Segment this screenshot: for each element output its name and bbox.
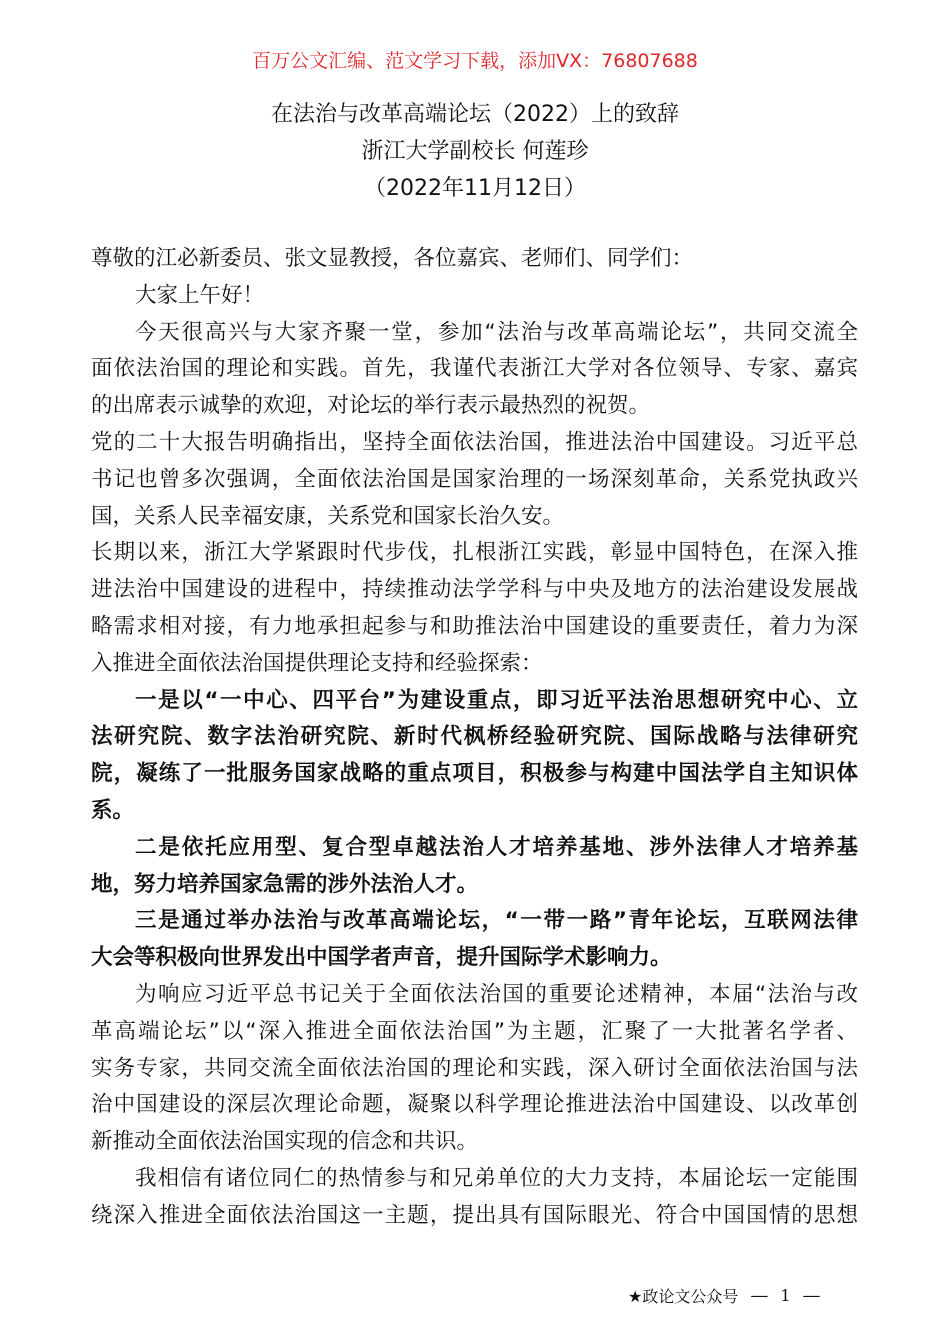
paragraph-line: 长期以来，浙江大学紧跟时代步伐，扎根浙江实践，彰显中国特色，在深入推 <box>91 540 858 566</box>
paragraph <box>91 535 858 682</box>
paragraph-line: 尊敬的江必新委员、张文显教授，各位嘉宾、老师们、同学们： <box>91 246 694 271</box>
page-footer <box>628 1284 821 1307</box>
paragraph-line: 大会等积极向世界发出中国学者声音，提升国际学术影响力。 <box>91 945 672 971</box>
paragraph-line: 三是通过举办法治与改革高端论坛，“一带一路”青年论坛，互联网法律 <box>135 908 858 934</box>
paragraph-line: 面依法治国的理论和实践。首先，我谨代表浙江大学对各位领导、专家、嘉宾 <box>91 356 858 382</box>
watermark-banner: 百万公文汇编、范文学习下载，添加VX：76807688 <box>252 50 698 72</box>
paragraph-line: 院，凝练了一批服务国家战略的重点项目，积极参与构建中国法学自主知识体 <box>91 761 858 787</box>
speech-date: （2022年11月12日） <box>364 176 586 201</box>
paragraph <box>91 278 858 315</box>
paragraph-line: 今天很高兴与大家齐聚一堂，参加“法治与改革高端论坛”，共同交流全 <box>135 319 858 345</box>
paragraph-line: 新推动全面依法治国实现的信念和共识。 <box>91 1129 479 1155</box>
paragraph-line: 书记也曾多次强调，全面依法治国是国家治理的一场深刻革命，关系党执政兴 <box>91 466 858 492</box>
paragraph-line: 系。 <box>91 797 135 823</box>
footer-dash-left: — <box>750 1285 769 1306</box>
paragraph-line: 为响应习近平总书记关于全面依法治国的重要论述精神，本届“法治与改 <box>135 981 858 1007</box>
paragraph-line: 治中国建设的深层次理论命题，凝聚以科学理论推进法治中国建设、以改革创 <box>91 1092 858 1118</box>
paragraph <box>91 903 858 977</box>
paragraph-line: 我相信有诸位同仁的热情参与和兄弟单位的大力支持，本届论坛一定能围 <box>135 1165 858 1191</box>
paragraph-line: 二是依托应用型、复合型卓越法治人才培养基地、涉外法律人才培养基 <box>135 834 858 860</box>
footer-dash-right: — <box>802 1285 821 1306</box>
paragraph <box>91 1161 858 1235</box>
paragraph <box>91 425 858 535</box>
paragraph-line: 地，努力培养国家急需的涉外法治人才。 <box>91 871 479 897</box>
paragraph-line: 一是以“一中心、四平台”为建设重点，即习近平法治思想研究中心、立 <box>135 687 858 713</box>
paragraph-line: 略需求相对接，有力地承担起参与和助推法治中国建设的重要责任，着力为深 <box>91 613 858 639</box>
paragraph <box>91 977 858 1161</box>
paragraph <box>91 683 858 830</box>
paragraph-line: 实务专家，共同交流全面依法治国的理论和实践，深入研讨全面依法治国与法 <box>91 1055 858 1081</box>
paragraph-line: 入推进全面依法治国提供理论支持和经验探索： <box>91 650 543 676</box>
document-title: 在法治与改革高端论坛（2022）上的致辞 <box>271 102 679 127</box>
paragraph <box>91 241 858 278</box>
page-number: 1 <box>780 1286 791 1305</box>
paragraph-line: 党的二十大报告明确指出，坚持全面依法治国，推进法治中国建设。习近平总 <box>91 429 858 455</box>
paragraph-line: 的出席表示诚挚的欢迎，对论坛的举行表示最热烈的祝贺。 <box>91 393 651 419</box>
paragraph-line: 进法治中国建设的进程中，持续推动法学学科与中央及地方的法治建设发展战 <box>91 577 858 603</box>
paragraph <box>91 830 858 904</box>
paragraph-line: 革高端论坛”以“深入推进全面依法治国”为主题，汇聚了一大批著名学者、 <box>91 1018 858 1044</box>
footer-source: ★政论文公众号 <box>628 1287 739 1306</box>
paragraph <box>91 315 858 425</box>
speaker-line: 浙江大学副校长 何莲珍 <box>361 139 589 164</box>
paragraph-line: 法研究院、数字法治研究院、新时代枫桥经验研究院、国际战略与法律研究 <box>91 724 858 750</box>
paragraph-line: 大家上午好！ <box>135 282 265 308</box>
document-body <box>91 241 858 1235</box>
paragraph-line: 国，关系人民幸福安康，关系党和国家长治久安。 <box>91 503 565 529</box>
paragraph-line: 绕深入推进全面依法治国这一主题，提出具有国际眼光、符合中国国情的思想 <box>91 1202 858 1228</box>
